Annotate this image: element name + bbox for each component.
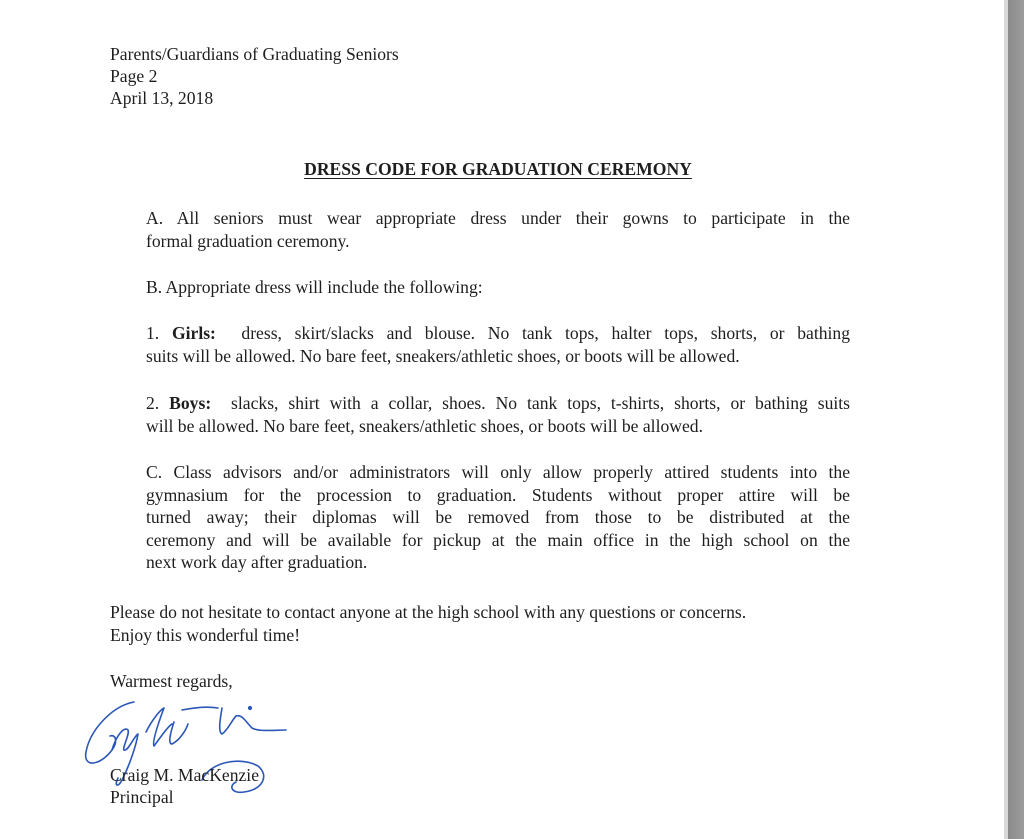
item-girls-paragraph: [146, 322, 850, 367]
document-title: DRESS CODE FOR GRADUATION CEREMONY: [304, 159, 692, 179]
item-boys-line: will be allowed. No bare feet, sneakers/athletic shoes, or boots will be allowed.: [146, 415, 703, 436]
item-boys-line: [146, 392, 850, 415]
section-a-paragraph: [146, 207, 850, 252]
item-girls-line: [146, 322, 850, 345]
section-c-line: turned away; their diplomas will be removed from those to be distributed at the: [146, 507, 850, 527]
item-number: 1.: [146, 323, 160, 343]
closing-line: Please do not hesitate to contact anyone at the high school with any questions or concerns.: [110, 602, 747, 622]
page-edge-shadow: [1008, 0, 1024, 839]
item-number: 2.: [146, 393, 160, 413]
item-boys-paragraph: [146, 392, 850, 437]
page-number: Page 2: [110, 66, 158, 86]
item-girls-line: suits will be allowed. No bare feet, sneakers/athletic shoes, or boots will be allowed.: [146, 345, 740, 366]
section-c-line: next work day after graduation.: [146, 552, 368, 572]
section-c-line: gymnasium for the procession to graduation. Students without proper attire will be: [146, 484, 850, 505]
signer-name: Craig M. MacKenzie: [110, 765, 260, 785]
signer-role: Principal: [110, 787, 174, 807]
item-text: dress, skirt/slacks and blouse. No tank tops, halter tops, shorts, or bathing: [241, 323, 851, 343]
item-label: Girls:: [171, 323, 216, 343]
item-text: slacks, shirt with a collar, shoes. No tank tops, t-shirts, shorts, or bathing suits: [231, 393, 851, 413]
recipient-line: Parents/Guardians of Graduating Seniors: [110, 44, 399, 64]
section-a-line: A. All seniors must wear appropriate dress under their gowns to participate in the: [146, 208, 850, 228]
section-c-line: ceremony and will be available for pickup at the main office in the high school on the: [146, 529, 850, 550]
salutation: Warmest regards,: [110, 671, 233, 691]
section-c-line: C. Class advisors and/or administrators will only allow properly attired students into the: [146, 462, 850, 482]
section-b-paragraph: [146, 276, 850, 299]
closing-line: Enjoy this wonderful time!: [110, 625, 301, 645]
section-c-paragraph: [146, 461, 850, 574]
section-b-line: B. Appropriate dress will include the following:: [146, 277, 483, 297]
section-a-line: formal graduation ceremony.: [146, 230, 350, 251]
letter-date: April 13, 2018: [110, 88, 214, 108]
item-label: Boys:: [169, 393, 212, 413]
